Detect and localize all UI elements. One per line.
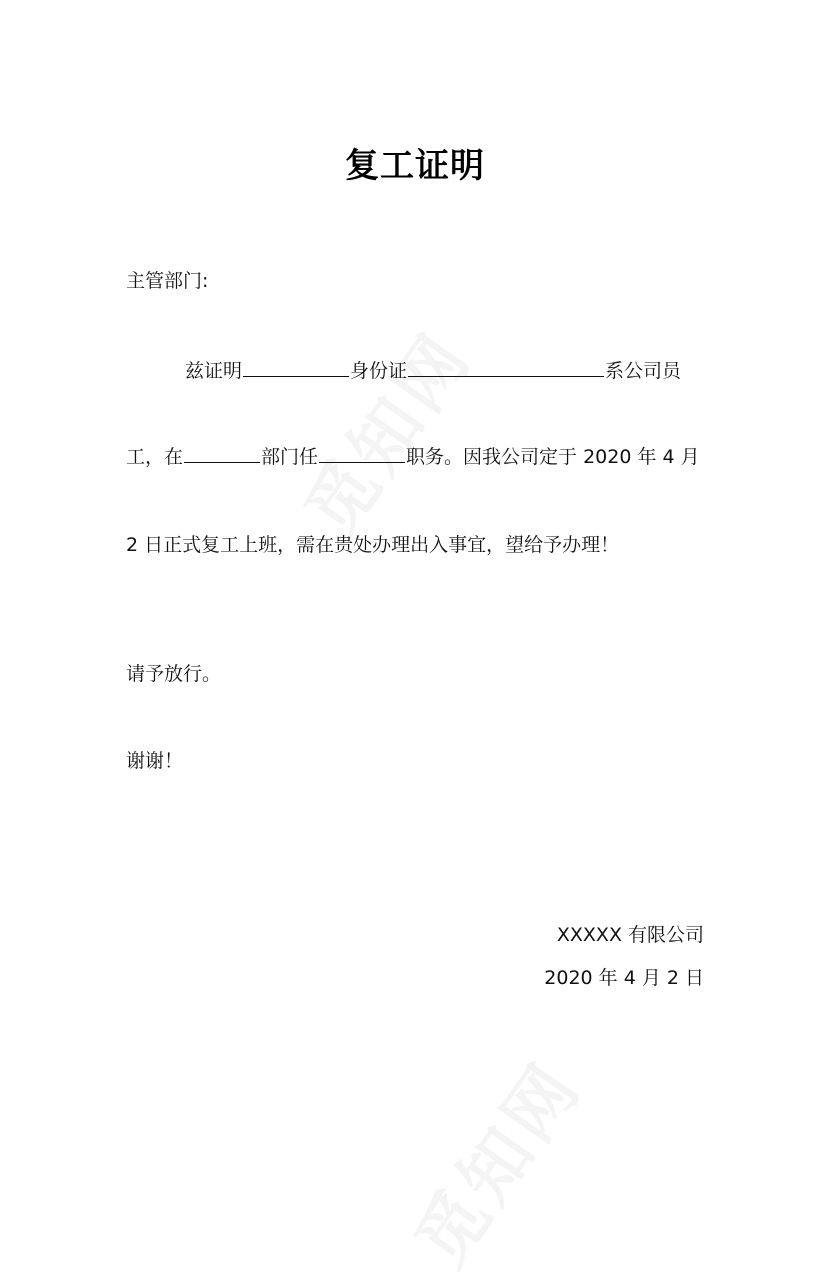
position-blank (319, 442, 405, 463)
company-name: XXXXX 有限公司 (556, 924, 704, 946)
id-number-blank (408, 356, 604, 377)
para2-seg3: 职务。因我公司定于 2020 年 4 月 (406, 446, 700, 468)
salutation: 主管部门: (126, 270, 209, 292)
para2-seg1: 工，在 (126, 446, 184, 468)
watermark-mark-bottom (387, 1038, 601, 1283)
issue-date: 2020 年 4 月 2 日 (544, 967, 704, 989)
request-text: 请予放行。 (126, 663, 222, 685)
name-blank (243, 356, 349, 377)
paragraph-line-1 (185, 356, 681, 384)
paragraph-line-3: 2 日正式复工上班，需在贵处办理出入事宜，望给予办理！ (126, 534, 620, 556)
para1-seg3: 系公司员 (605, 360, 682, 382)
thanks-text: 谢谢！ (126, 750, 184, 772)
department-blank (184, 442, 260, 463)
para1-seg1: 兹证明 (185, 360, 243, 382)
para1-seg2: 身份证 (350, 360, 408, 382)
para2-seg2: 部门任 (261, 446, 319, 468)
paragraph-line-2 (126, 442, 700, 470)
watermark-mark (277, 308, 491, 553)
document-title: 复工证明 (345, 146, 485, 186)
